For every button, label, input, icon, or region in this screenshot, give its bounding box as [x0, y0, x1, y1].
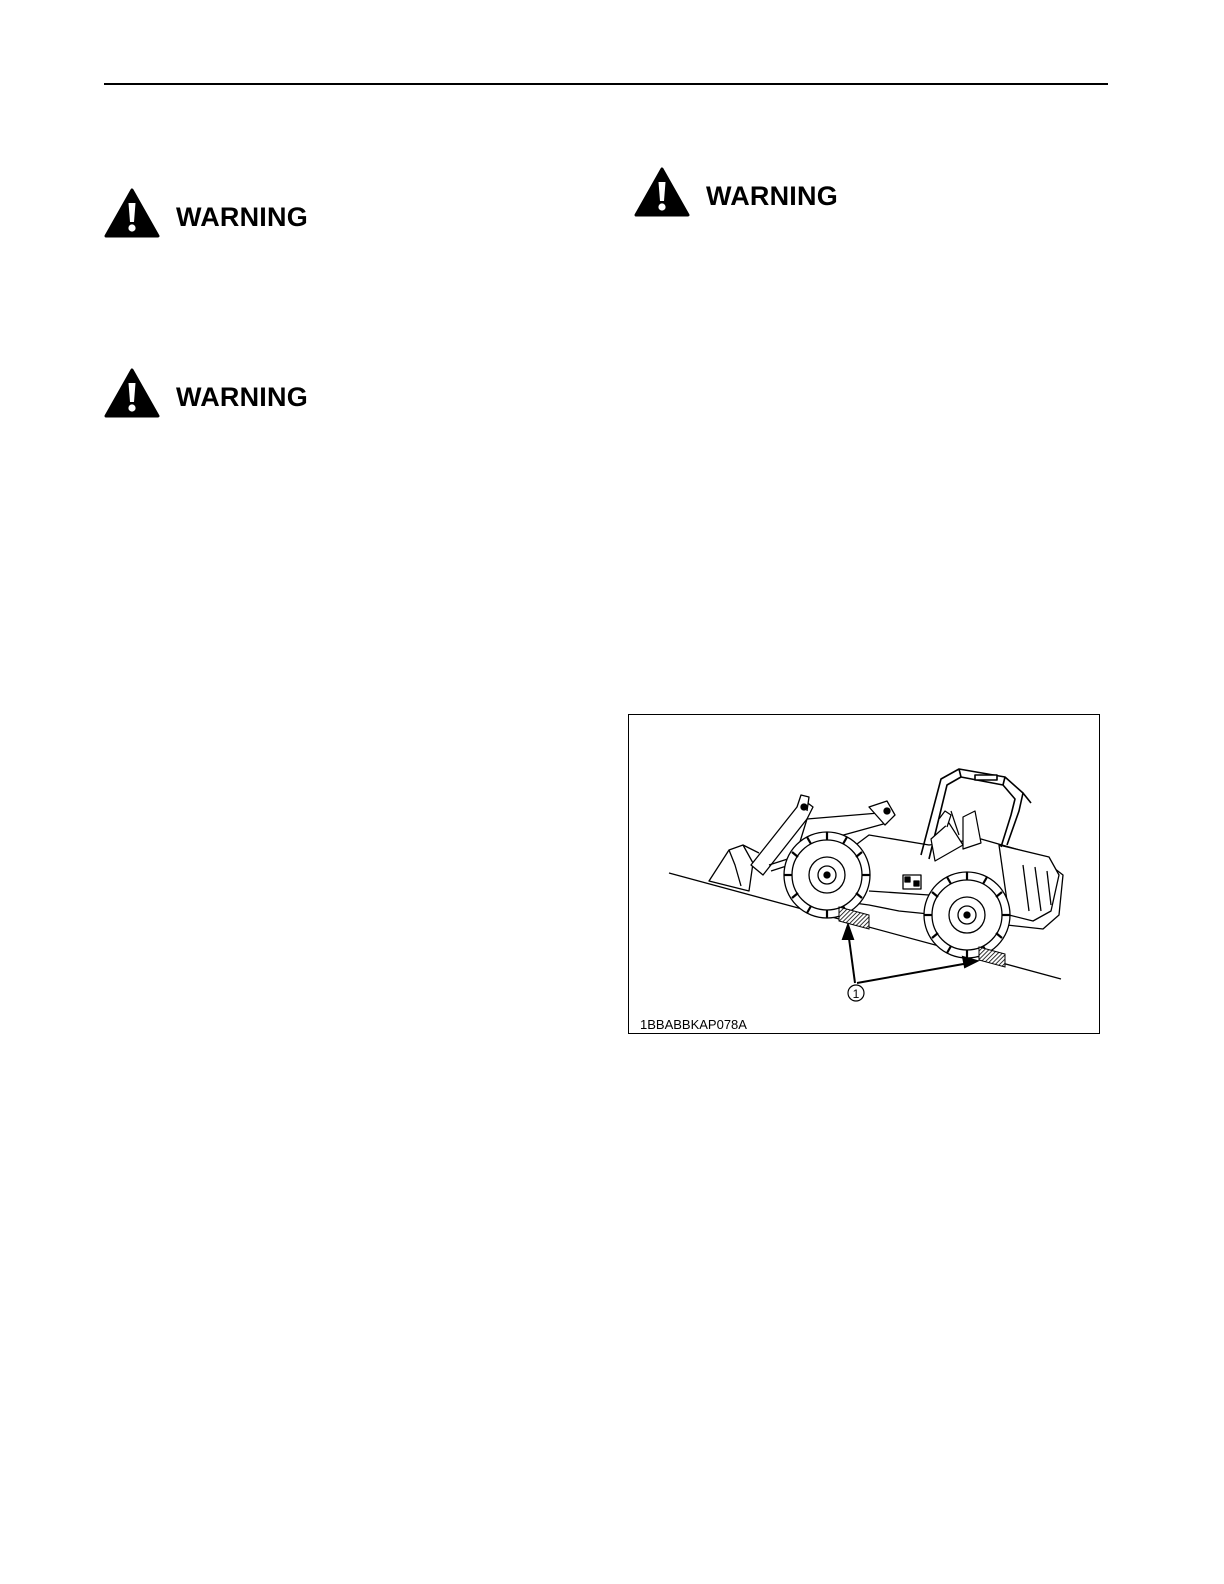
warning-heading-1	[104, 187, 308, 239]
warning-label: WARNING	[706, 180, 838, 211]
loader-bucket	[709, 845, 759, 891]
figure-code: 1BBABBKAP078A	[640, 1017, 747, 1032]
warning-heading-3	[634, 166, 838, 218]
header-rule	[104, 83, 1108, 85]
warning-triangle-icon	[104, 367, 160, 419]
wheel-loader-illustration	[629, 715, 1101, 1035]
warning-triangle-icon	[634, 166, 690, 218]
rear-wheel	[924, 872, 1010, 958]
svg-text:1: 1	[852, 987, 860, 1001]
wheel-chock-front	[839, 907, 869, 929]
warning-triangle-icon	[104, 187, 160, 239]
warning-label: WARNING	[176, 381, 308, 412]
warning-heading-2	[104, 367, 308, 419]
wheel-chock-rear	[979, 947, 1005, 967]
figure-wheel-loader-on-slope	[628, 714, 1100, 1034]
callout-1	[848, 985, 864, 1001]
warning-label: WARNING	[176, 201, 308, 232]
front-wheel	[784, 832, 870, 918]
